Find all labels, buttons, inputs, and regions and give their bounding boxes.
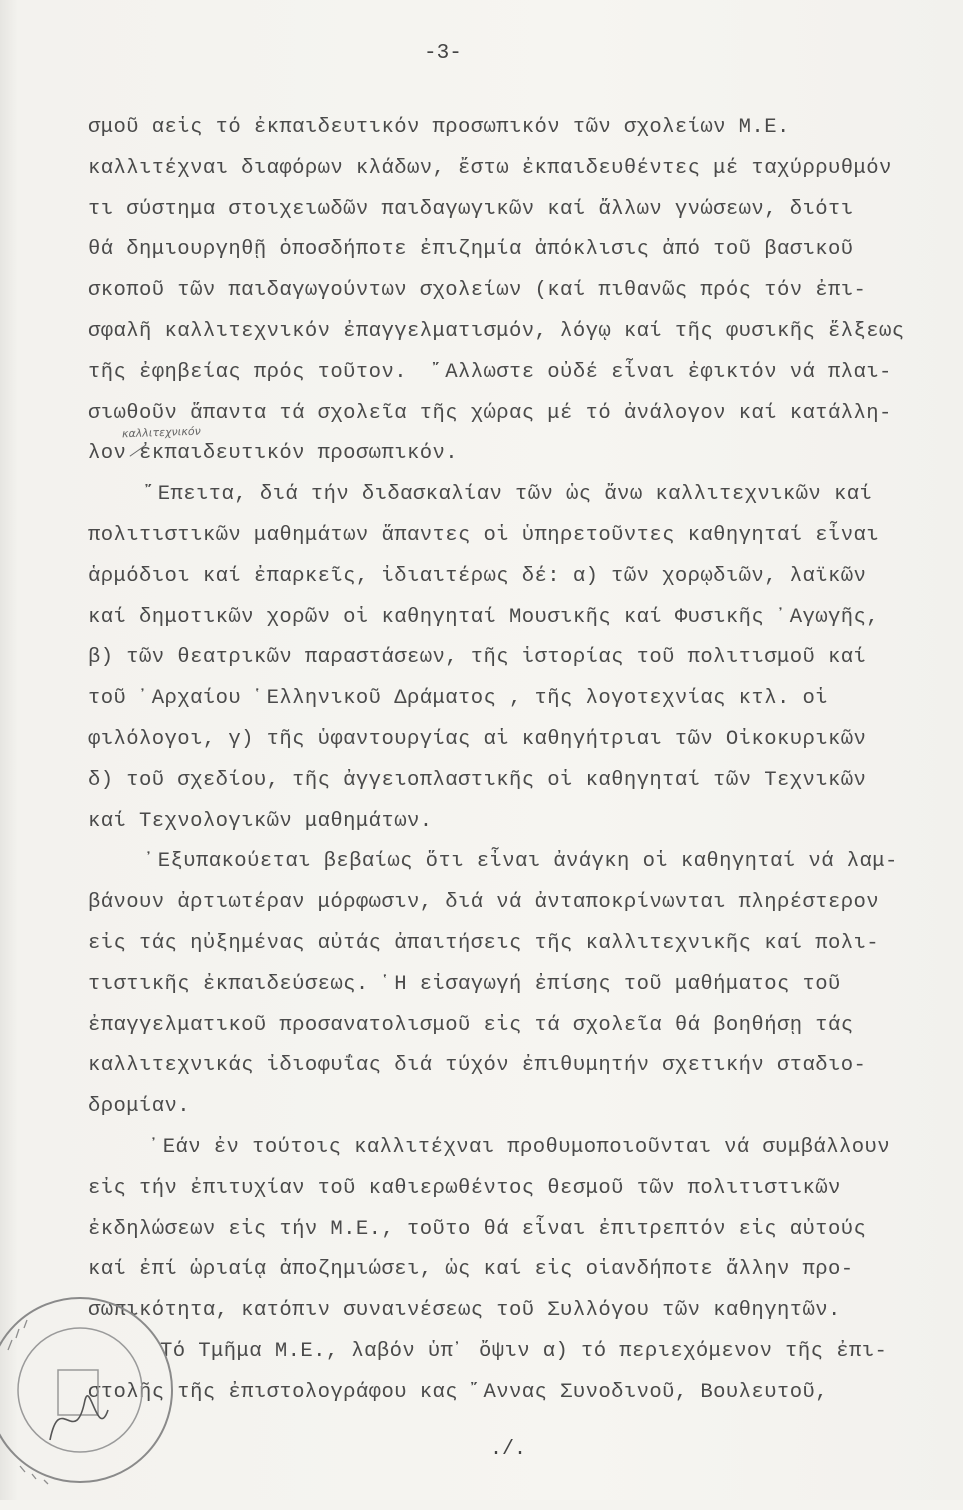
text-line: εἰς τήν ἐπιτυχίαν τοῦ καθιερωθέντος θεσμοῦ τῶν πολιτιστικῶν (88, 1176, 841, 1200)
text-line: ἁρμόδιοι καί ἐπαρκεῖς, ἰδιαιτέρως δέ: α) τῶν χορῳδιῶν, λαϊκῶν (88, 564, 867, 588)
text-line: καί δημοτικῶν χορῶν οἱ καθηγηταί Μουσικῆς καί Φυσικῆς ᾿Αγωγῆς, (88, 605, 880, 629)
text-line: τοῦ ᾿Αρχαίου ῾Ελληνικοῦ Δράματος , τῆς λογοτεχνίας κτλ. οἱ (88, 687, 828, 711)
text-line: καί ἐπί ὡριαίᾳ ἀποζημιώσει, ὡς καί εἰς οἱανδήποτε ἄλλην προ- (88, 1258, 854, 1282)
text-line: φιλόλογοι, γ) τῆς ὑφαντουργίας αἱ καθηγήτριαι τῶν Οἰκοκυρικῶν (88, 728, 867, 751)
text-line: δρομίαν. (88, 1095, 191, 1119)
text-line: καλλιτέχναι διαφόρων κλάδων, ἔστω ἐκπαιδευθέντες μέ ταχύρρυθμόν (88, 156, 892, 180)
text-line: Τό Τμῆμα Μ.Ε., λαβόν ὑπ᾿ ὄψιν α) τό περιεχόμενον τῆς ἐπι- (160, 1340, 888, 1363)
text-line: σιωθοῦν ἅπαντα τά σχολεῖα τῆς χώρας μέ τό ἀνάλογον καί κατάλλη- (88, 401, 892, 425)
text-line: θά δημιουργηθῇ ὁποσδήποτε ἐπιζημία ἀπόκλισις ἀπό τοῦ βασικοῦ (88, 238, 854, 262)
text-line: βάνουν ἀρτιωτέραν μόρφωσιν, διά νά ἀνταποκρίνωνται πληρέστερον (88, 891, 880, 915)
text-line: σκοποῦ τῶν παιδαγωγούντων σχολείων (καί πιθανῶς πρός τόν ἐπι- (88, 279, 867, 303)
text-line: ᾿Εάν ἐν τούτοις καλλιτέχναι προθυμοποιοῦνται νά συμβάλλουν (150, 1136, 890, 1159)
text-line: εἰς τάς ηὐξημένας αὐτάς ἀπαιτήσεις τῆς καλλιτεχνικῆς καί πολι- (88, 932, 880, 955)
text-line: τῆς ἐφηβείας πρός τοῦτον. ῎Αλλωστε οὐδέ εἶναι ἐφικτόν νά πλαι- (88, 360, 892, 384)
text-line: σφαλῆ καλλιτεχνικόν ἐπαγγελματισμόν, λόγῳ καί τῆς φυσικῆς ἕλξεως (88, 320, 905, 343)
text-line: στολῆς τῆς ἐπιστολογράφου κας ῎Αννας Συνοδινοῦ, Βουλευτοῦ, (88, 1380, 828, 1404)
text-line: β) τῶν θεατρικῶν παραστάσεων, τῆς ἱστορίας τοῦ πολιτισμοῦ καί (88, 646, 867, 670)
text-line: δ) τοῦ σχεδίου, τῆς ἀγγειοπλαστικῆς οἱ καθηγηταί τῶν Τεχνικῶν (88, 768, 867, 792)
text-line: πολιτιστικῶν μαθημάτων ἅπαντες οἱ ὑπηρετοῦντες καθηγηταί εἶναι (88, 524, 880, 547)
text-line: τιστικῆς ἐκπαιδεύσεως. ῾Η εἰσαγωγή ἐπίσης τοῦ μαθήματος τοῦ (88, 972, 841, 996)
page-number: -3- (424, 42, 462, 65)
text-line: σμοῦ αεἱς τό ἐκπαιδευτικόν προσωπικόν τῶν σχολείων Μ.Ε. (88, 116, 790, 139)
text-line: ῎Επειτα, διά τήν διδασκαλίαν τῶν ὡς ἄνω καλλιτεχνικῶν καί (145, 483, 873, 507)
text-line: καί Τεχνολογικῶν μαθημάτων. (88, 809, 433, 833)
handwritten-annotation: καλλιτεχνικόν (121, 424, 201, 441)
text-line: ᾿Εξυπακούεται βεβαίως ὅτι εἶναι ἀνάγκη οἱ καθηγηταί νά λαμ- (145, 850, 898, 874)
official-stamp-icon (0, 1290, 200, 1510)
text-line: ἐκδηλώσεων εἰς τήν Μ.Ε., τοῦτο θά εἶναι ἐπιτρεπτόν εἰς αὐτούς (88, 1217, 867, 1241)
text-line: λον ἐκπαιδευτικόν προσωπικόν. (88, 442, 458, 466)
text-line: σωπικότητα, κατόπιν συναινέσεως τοῦ Συλλόγου τῶν καθηγητῶν. (88, 1299, 841, 1323)
text-line: ἐπαγγελματικοῦ προσανατολισμοῦ εἰς τά σχολεῖα θά βοηθήσῃ τάς (88, 1013, 854, 1037)
text-line: καλλιτεχνικάς ἰδιοφυΐας διά τύχόν ἐπιθυμητήν σχετικήν σταδιο- (88, 1054, 867, 1078)
text-line: τι σύστημα στοιχειωδῶν παιδαγωγικῶν καί ἄλλων γνώσεων, διότι (88, 197, 854, 221)
continuation-mark: ./. (490, 1438, 527, 1461)
